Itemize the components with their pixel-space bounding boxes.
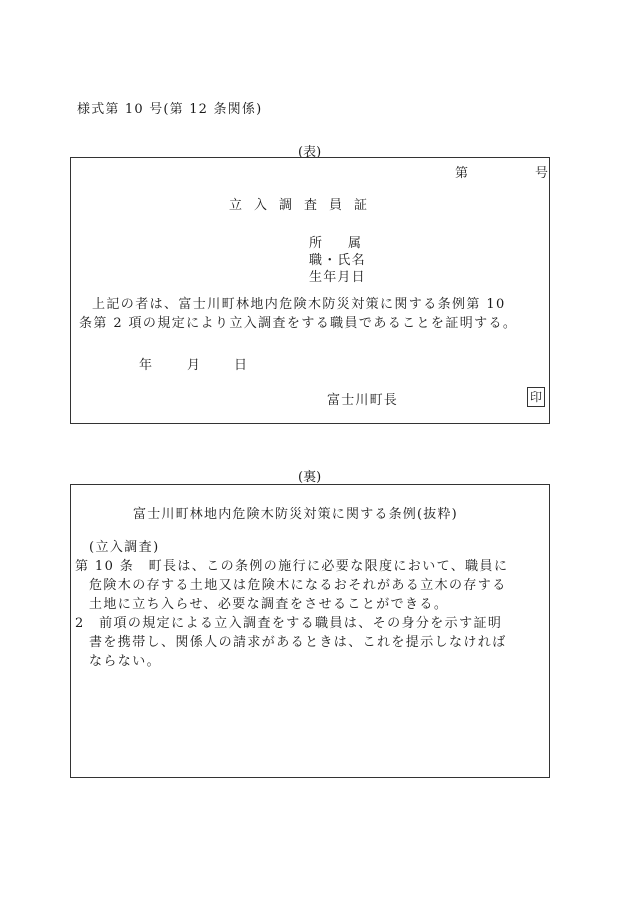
article-caption: (立入調査): [89, 540, 160, 555]
certification-text: [79, 295, 517, 333]
article-line: 土地に立ち入らせ、必要な調査をさせることができる。: [89, 597, 449, 612]
certification-line: 上記の者は、富士川町林地内危険木防災対策に関する条例第 10: [92, 297, 506, 312]
field-birthdate: 生年月日: [309, 270, 366, 285]
date-day: 日: [234, 358, 248, 373]
article-line: 2 前項の規定による立入調査をする職員は、その身分を示す証明: [75, 616, 503, 631]
field-position-name: 職・氏名: [309, 253, 366, 268]
form-number-label: 様式第 10 号(第 12 条関係): [77, 102, 263, 117]
back-side-label: (裏): [298, 470, 322, 485]
seal-mark: 印: [527, 387, 545, 407]
front-side-label: (表): [298, 145, 322, 160]
ordinance-title: 富士川町林地内危険木防災対策に関する条例(抜粋): [133, 507, 458, 522]
number-suffix: 号: [535, 166, 549, 181]
issuer-name: 富士川町長: [327, 393, 399, 408]
back-card: [70, 484, 550, 778]
article-line: 第 10 条 町長は、この条例の施行に必要な限度において、職員に: [75, 559, 509, 574]
ordinance-excerpt: [75, 538, 508, 671]
article-line: ならない。: [89, 654, 162, 669]
number-prefix: 第: [455, 166, 469, 181]
date-year: 年: [139, 358, 153, 373]
certification-line: 条第 2 項の規定により立入調査をする職員であることを証明する。: [79, 316, 518, 331]
article-line: 書を携帯し、関係人の請求があるときは、これを提示しなければ: [89, 635, 507, 650]
front-card: [70, 157, 550, 424]
field-affiliation: 所 属: [309, 236, 362, 251]
article-line: 危険木の存する土地又は危険木になるおそれがある立木の存する: [89, 578, 507, 593]
card-title: 立入調査員証: [229, 198, 380, 213]
date-month: 月: [187, 358, 201, 373]
